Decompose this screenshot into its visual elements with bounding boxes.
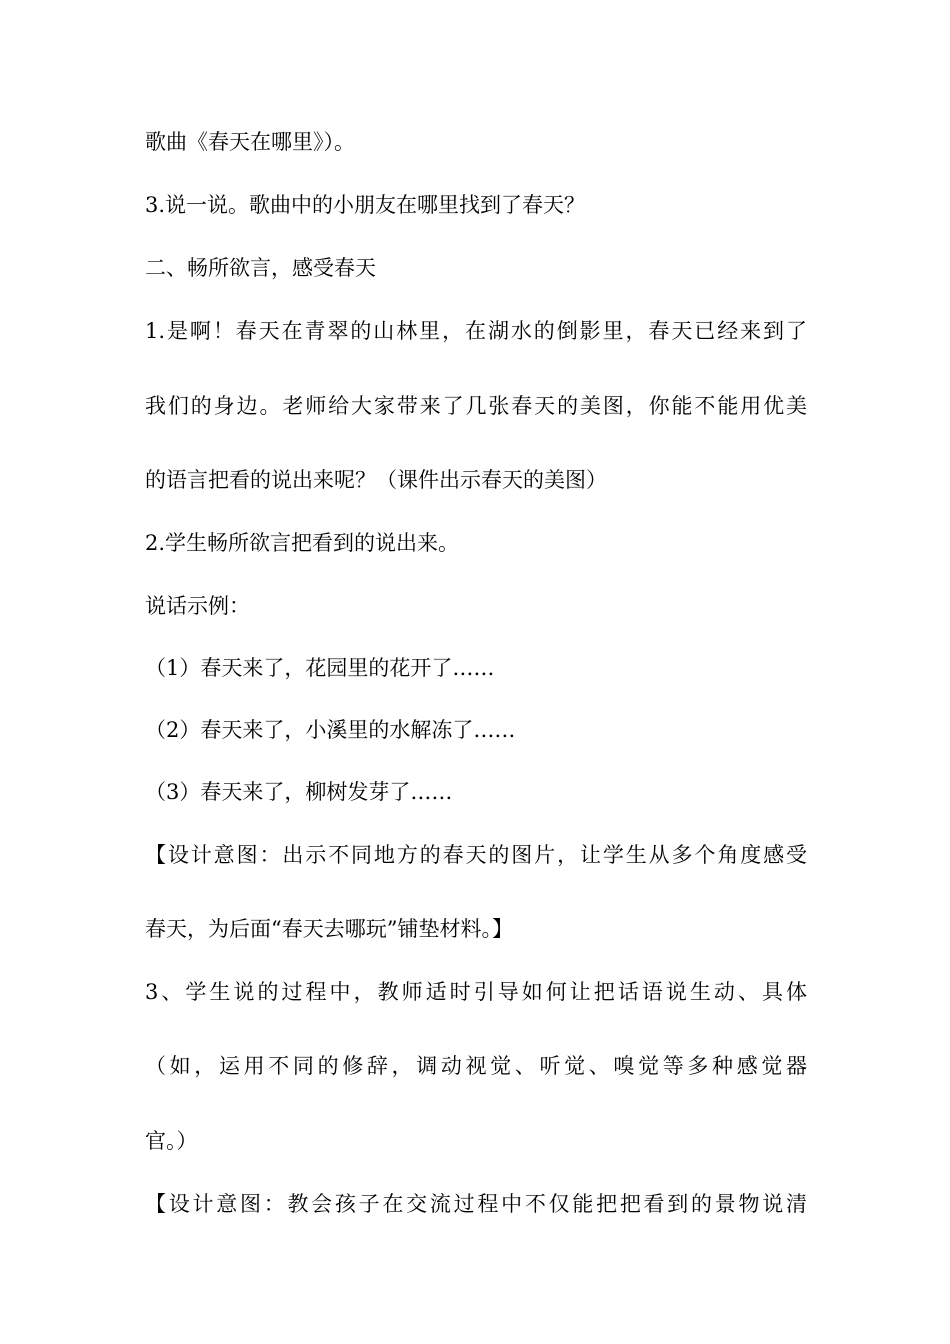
- design-intent-note: 【设计意图：出示不同地方的春天的图片，让学生从多个角度感受: [145, 843, 807, 867]
- text-line: （如，运用不同的修辞，调动视觉、听觉、嗅觉等多种感觉器: [145, 1054, 807, 1078]
- text-line: 2.学生畅所欲言把看到的说出来。: [145, 531, 460, 555]
- text-line: 3.说一说。歌曲中的小朋友在哪里找到了春天？: [145, 193, 586, 217]
- text-line: 的语言把看的说出来呢？（课件出示春天的美图）: [145, 468, 607, 492]
- section-heading: 二、畅所欲言，感受春天: [145, 256, 376, 280]
- text-line: 官。）: [145, 1129, 198, 1153]
- design-intent-note: 【设计意图：教会孩子在交流过程中不仅能把把看到的景物说清: [145, 1192, 807, 1216]
- list-item: （1）春天来了，花园里的花开了……: [145, 656, 495, 680]
- text-line: 3、学生说的过程中，教师适时引导如何让把话语说生动、具体: [145, 980, 807, 1004]
- text-line: 1.是啊！春天在青翠的山林里，在湖水的倒影里，春天已经来到了: [145, 319, 807, 343]
- list-item: （2）春天来了，小溪里的水解冻了……: [145, 718, 516, 742]
- design-intent-note: 春天，为后面“春天去哪玩”铺垫材料。】: [145, 917, 513, 941]
- text-line: 我们的身边。老师给大家带来了几张春天的美图，你能不能用优美: [145, 394, 807, 418]
- text-line: 歌曲《春天在哪里》）。: [145, 130, 355, 154]
- text-line: 说话示例：: [145, 594, 250, 618]
- list-item: （3）春天来了，柳树发芽了……: [145, 780, 453, 804]
